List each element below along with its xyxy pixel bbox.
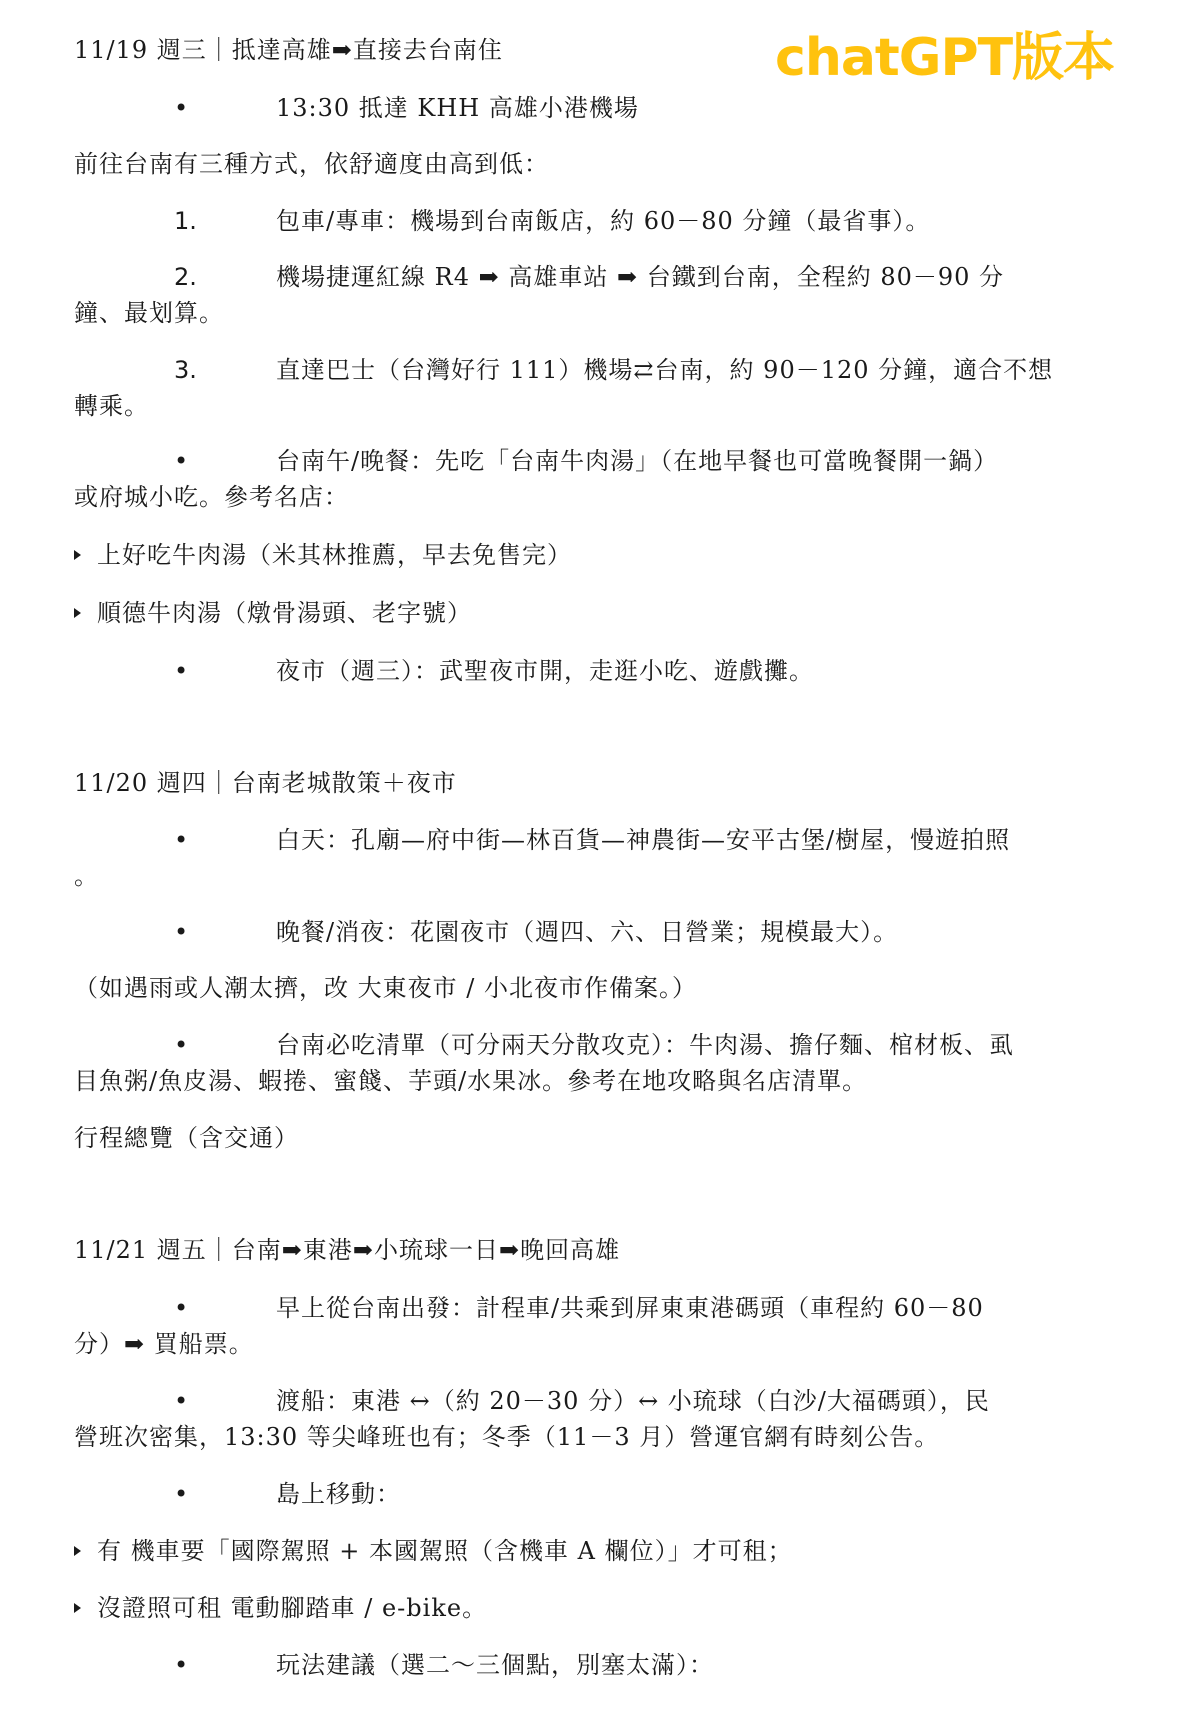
rental-item	[74, 1590, 487, 1626]
day2-dinner: 晚餐/消夜：花園夜市（週四、六、日營業；規模最大）。	[276, 918, 899, 946]
bullet-marker: •	[174, 447, 189, 475]
day2-heading: 11/20 週四｜台南老城散策＋夜市	[74, 769, 457, 797]
day2-overview: 行程總覽（含交通）	[74, 1124, 299, 1152]
option-3-cont: 轉乘。	[74, 392, 149, 420]
day2-backup: （如遇雨或人潮太擠，改 大東夜市 / 小北夜市作備案。）	[74, 974, 697, 1002]
triangle-bullet-icon	[74, 1546, 81, 1556]
day2-daytime: 白天：孔廟—府中街—林百貨—神農街—安平古堡/樹屋，慢遊拍照	[276, 826, 1011, 854]
option-1: 包車/專車：機場到台南飯店，約 60－80 分鐘（最省事）。	[276, 207, 931, 235]
bullet-marker: •	[174, 1480, 189, 1508]
day2-musteat: 台南必吃清單（可分兩天分散攻克）：牛肉湯、擔仔麵、棺材板、虱	[276, 1031, 1014, 1059]
bullet-marker: •	[174, 1031, 189, 1059]
list-number: 1.	[174, 207, 197, 235]
bullet-marker: •	[174, 657, 189, 685]
rental-text: 沒證照可租 電動腳踏車 / e-bike。	[97, 1594, 488, 1622]
bullet-marker: •	[174, 1651, 189, 1679]
option-3: 直達巴士（台灣好行 111）機場⇄台南，約 90－120 分鐘，適合不想	[276, 356, 1054, 384]
day3-morning: 早上從台南出發：計程車/共乘到屏東東港碼頭（車程約 60－80	[276, 1294, 984, 1322]
day3-ferry-cont: 營班次密集，13:30 等尖峰班也有；冬季（11－3 月）營運官網有時刻公告。	[74, 1423, 940, 1451]
day3-plan: 玩法建議（選二～三個點，別塞太滿）：	[276, 1651, 714, 1679]
rental-item	[74, 1533, 793, 1569]
bullet-marker: •	[174, 826, 189, 854]
option-2: 機場捷運紅線 R4 ➡ 高雄車站 ➡ 台鐵到台南，全程約 80－90 分	[276, 263, 1005, 291]
day1-heading: 11/19 週三｜抵達高雄➡直接去台南住	[74, 36, 503, 64]
list-number: 3.	[174, 356, 197, 384]
shop-name: 上好吃牛肉湯（米其林推薦，早去免售完）	[97, 541, 572, 569]
triangle-bullet-icon	[74, 550, 81, 560]
day1-intro: 前往台南有三種方式，依舒適度由高到低：	[74, 150, 549, 178]
option-2-cont: 鐘、最划算。	[74, 299, 224, 327]
bullet-marker: •	[174, 1387, 189, 1415]
bullet-marker: •	[174, 918, 189, 946]
day2-musteat-cont: 目魚粥/魚皮湯、蝦捲、蜜餞、芋頭/水果冰。參考在地攻略與名店清單。	[74, 1067, 868, 1095]
day1-night: 夜市（週三）：武聖夜市開，走逛小吃、遊戲攤。	[276, 657, 814, 685]
day1-meal: 台南午/晚餐：先吃「台南牛肉湯」（在地早餐也可當晚餐開一鍋）	[276, 447, 999, 475]
watermark: chatGPT版本	[775, 28, 1115, 88]
shop-name: 順德牛肉湯（燉骨湯頭、老字號）	[97, 599, 472, 627]
triangle-bullet-icon	[74, 1603, 81, 1613]
shop-item	[74, 537, 572, 573]
day3-transport: 島上移動：	[276, 1480, 401, 1508]
bullet-marker: •	[174, 1294, 189, 1322]
shop-item	[74, 595, 472, 631]
day2-daytime-cont: 。	[74, 862, 99, 890]
list-number: 2.	[174, 263, 197, 291]
day3-heading: 11/21 週五｜台南➡東港➡小琉球一日➡晚回高雄	[74, 1236, 621, 1264]
day3-ferry: 渡船：東港 ↔（約 20－30 分）↔ 小琉球（白沙/大福碼頭），民	[276, 1387, 990, 1415]
bullet-marker: •	[174, 94, 189, 122]
day1-meal-cont: 或府城小吃。參考名店：	[74, 483, 349, 511]
day1-arrival: 13:30 抵達 KHH 高雄小港機場	[276, 94, 639, 122]
rental-text: 有 機車要「國際駕照 + 本國駕照（含機車 A 欄位）」才可租；	[97, 1537, 793, 1565]
triangle-bullet-icon	[74, 608, 81, 618]
day3-morning-cont: 分）➡ 買船票。	[74, 1330, 254, 1358]
